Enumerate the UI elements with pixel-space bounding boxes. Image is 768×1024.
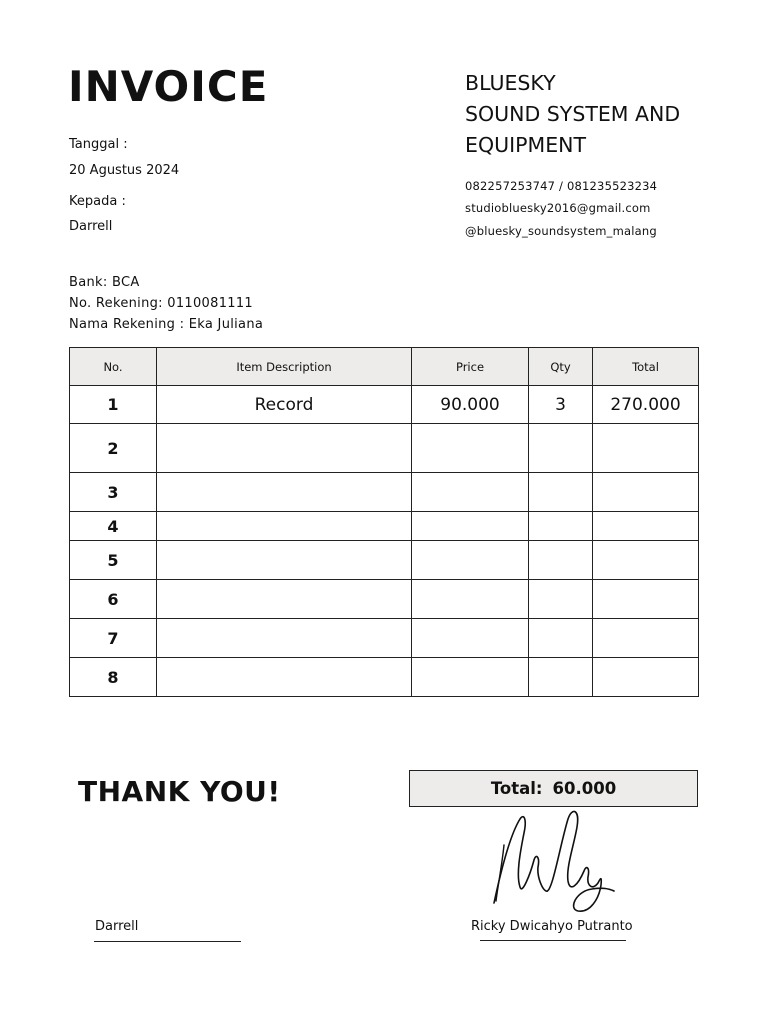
row-price	[412, 424, 529, 473]
company-phone: 082257253747 / 081235523234	[465, 179, 658, 193]
row-no: 7	[70, 619, 157, 658]
row-no: 2	[70, 424, 157, 473]
row-price	[412, 619, 529, 658]
row-total	[593, 658, 699, 697]
row-price: 90.000	[412, 386, 529, 424]
table-header-row	[70, 348, 699, 386]
table-row	[70, 424, 699, 473]
row-description	[157, 424, 412, 473]
row-no: 3	[70, 473, 157, 512]
table-row	[70, 473, 699, 512]
row-qty	[529, 541, 593, 580]
thank-you-text: THANK YOU!	[78, 775, 281, 808]
customer-signature-name: Darrell	[95, 919, 139, 934]
table-row	[70, 512, 699, 541]
row-no: 8	[70, 658, 157, 697]
bank-account-name: Nama Rekening : Eka Juliana	[69, 317, 264, 332]
header-qty: Qty	[529, 348, 593, 386]
row-description	[157, 473, 412, 512]
row-price	[412, 580, 529, 619]
bank-account-number: No. Rekening: 0110081111	[69, 296, 253, 311]
row-description	[157, 619, 412, 658]
row-price	[412, 512, 529, 541]
row-total	[593, 473, 699, 512]
row-qty	[529, 619, 593, 658]
total-label: Total:	[490, 779, 543, 798]
row-no: 5	[70, 541, 157, 580]
row-description	[157, 658, 412, 697]
header-price: Price	[412, 348, 529, 386]
company-instagram: @bluesky_soundsystem_malang	[465, 224, 657, 238]
row-total	[593, 580, 699, 619]
header-description: Item Description	[157, 348, 412, 386]
header-total: Total	[593, 348, 699, 386]
row-qty	[529, 512, 593, 541]
company-name-line: EQUIPMENT	[465, 133, 586, 157]
company-email: studiobluesky2016@gmail.com	[465, 201, 651, 215]
row-price	[412, 658, 529, 697]
table-row	[70, 541, 699, 580]
table-row	[70, 580, 699, 619]
row-qty	[529, 473, 593, 512]
table-row	[70, 658, 699, 697]
bank-name: Bank: BCA	[69, 275, 140, 290]
signer-signature-line	[480, 940, 626, 941]
row-qty	[529, 658, 593, 697]
row-total: 270.000	[593, 386, 699, 424]
invoice-date: 20 Agustus 2024	[69, 163, 180, 178]
row-price	[412, 541, 529, 580]
customer-signature-line	[94, 941, 241, 942]
company-name-line: BLUESKY	[465, 71, 556, 95]
grand-total-box	[409, 770, 698, 807]
row-qty: 3	[529, 386, 593, 424]
row-description: Record	[157, 386, 412, 424]
company-name-line: SOUND SYSTEM AND	[465, 102, 681, 126]
signer-name: Ricky Dwicahyo Putranto	[471, 919, 633, 934]
signature-image	[480, 805, 630, 920]
items-table	[69, 347, 699, 697]
recipient-label: Kepada :	[69, 194, 126, 209]
header-no: No.	[70, 348, 157, 386]
row-description	[157, 580, 412, 619]
table-row	[70, 619, 699, 658]
date-label: Tanggal :	[69, 137, 128, 152]
total-value: 60.000	[552, 779, 617, 798]
invoice-title: INVOICE	[68, 62, 269, 111]
row-no: 6	[70, 580, 157, 619]
row-no: 1	[70, 386, 157, 424]
row-qty	[529, 580, 593, 619]
row-no: 4	[70, 512, 157, 541]
row-total	[593, 619, 699, 658]
recipient-name: Darrell	[69, 219, 113, 234]
company-name	[465, 68, 680, 161]
row-qty	[529, 424, 593, 473]
row-description	[157, 541, 412, 580]
row-total	[593, 512, 699, 541]
row-description	[157, 512, 412, 541]
row-total	[593, 541, 699, 580]
table-row	[70, 386, 699, 424]
row-price	[412, 473, 529, 512]
row-total	[593, 424, 699, 473]
